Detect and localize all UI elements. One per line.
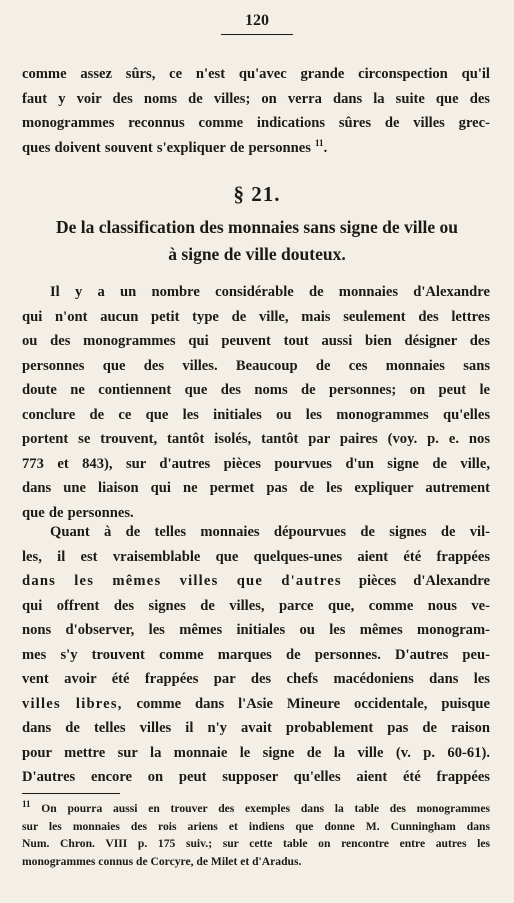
paragraph-2 [22, 520, 490, 790]
text-line: monogrammes reconnus comme indications sûres de villes grec- [22, 115, 490, 131]
text-line: villes libres, comme dans l'Asie Mineure occidentale, puisque [22, 695, 490, 712]
text-line: nons d'observer, les mêmes initiales ou les mêmes monogram- [22, 622, 490, 638]
text-line: qui offrent des signes de villes, parce que, comme nous ve- [22, 597, 490, 614]
paragraph-1 [22, 280, 490, 525]
footnote-marker: 11 [22, 800, 31, 810]
text-line: doute ne contiennent que des noms de personnes; on peut le [22, 382, 490, 398]
footnote-line: Num. Chron. VIII p. 175 suiv.; sur cette table on rencontre entre autres les [22, 837, 490, 850]
text-line: qui n'ont aucun petit type de ville, mais seulement des lettres [22, 308, 490, 325]
text-line: conclure de ce que les initiales ou les monogrammes qu'elles [22, 406, 490, 423]
page-number: 120 [245, 12, 269, 29]
text-line: ou des monogrammes qui peuvent tout aussi bien désigner des [22, 333, 490, 349]
text-line: Quant à de telles monnaies dépourvues de signes de vil- [50, 524, 490, 540]
section-title-line: De la classification des monnaies sans signe de ville ou [55, 217, 459, 237]
footnote [22, 800, 490, 870]
footnote-line: sur les monnaies des rois ariens et indiens que donne M. Cunningham dans [22, 819, 490, 833]
text-line: comme assez sûrs, ce n'est qu'avec grande circonspection qu'il [22, 66, 490, 82]
text-line: portent se trouvent, tantôt isolés, tantôt par paires (voy. p. e. nos [22, 431, 490, 447]
text-line: que de personnes. [22, 504, 134, 521]
section-title-line: à signe de ville douteux. [168, 244, 346, 264]
text-line: les, il est vraisemblable que quelques-unes aient été frappées [22, 548, 490, 565]
emphasized-text: dans les mêmes villes que d'autres [22, 573, 342, 589]
text-line: dans une liaison qui ne permet pas de les expliquer autrement [22, 480, 490, 496]
text-line: 773 et 843), sur d'autres pièces pourvues d'un signe de ville, [22, 455, 490, 472]
text-line: D'autres encore on peut supposer qu'elles aient été frappées [22, 769, 490, 785]
footnote-reference: 11 [315, 137, 324, 148]
footnote-line: monogrammes connus de Corcyre, de Milet et d'Aradus. [22, 854, 302, 868]
opening-text [22, 62, 490, 160]
section-number: § 21. [233, 182, 281, 206]
section-title [10, 214, 504, 268]
text-line: mes s'y trouvent comme marques de personnes. D'autres peu- [22, 646, 490, 663]
page-number-rule [221, 34, 293, 35]
footnote-rule [22, 793, 120, 794]
text-line: dans les mêmes villes que d'autres pièces d'Alexandre [22, 573, 490, 589]
text-line: personnes que des villes. Beaucoup de ces monnaies sans [22, 357, 490, 374]
footnote-line: $^{11}$ On pourra aussi en trouver des exemples dans la table des monogrammes [22, 800, 490, 815]
emphasized-text: villes libres, [22, 695, 123, 712]
text-line: vent avoir été frappées par des chefs macédoniens dans les [22, 671, 490, 687]
text-line: dans de telles villes il n'y avait probablement pas de raison [22, 720, 490, 736]
text-line: faut y voir des noms de villes; on verra dans la suite que des [22, 90, 490, 107]
text-line: ques doivent souvent s'expliquer de personnes $^{11}$. [22, 137, 328, 156]
text-line: Il y a un nombre considérable de monnaies d'Alexandre [50, 284, 490, 300]
text-line: pour mettre sur la monnaie le signe de la ville (v. p. 60-61). [22, 744, 490, 761]
